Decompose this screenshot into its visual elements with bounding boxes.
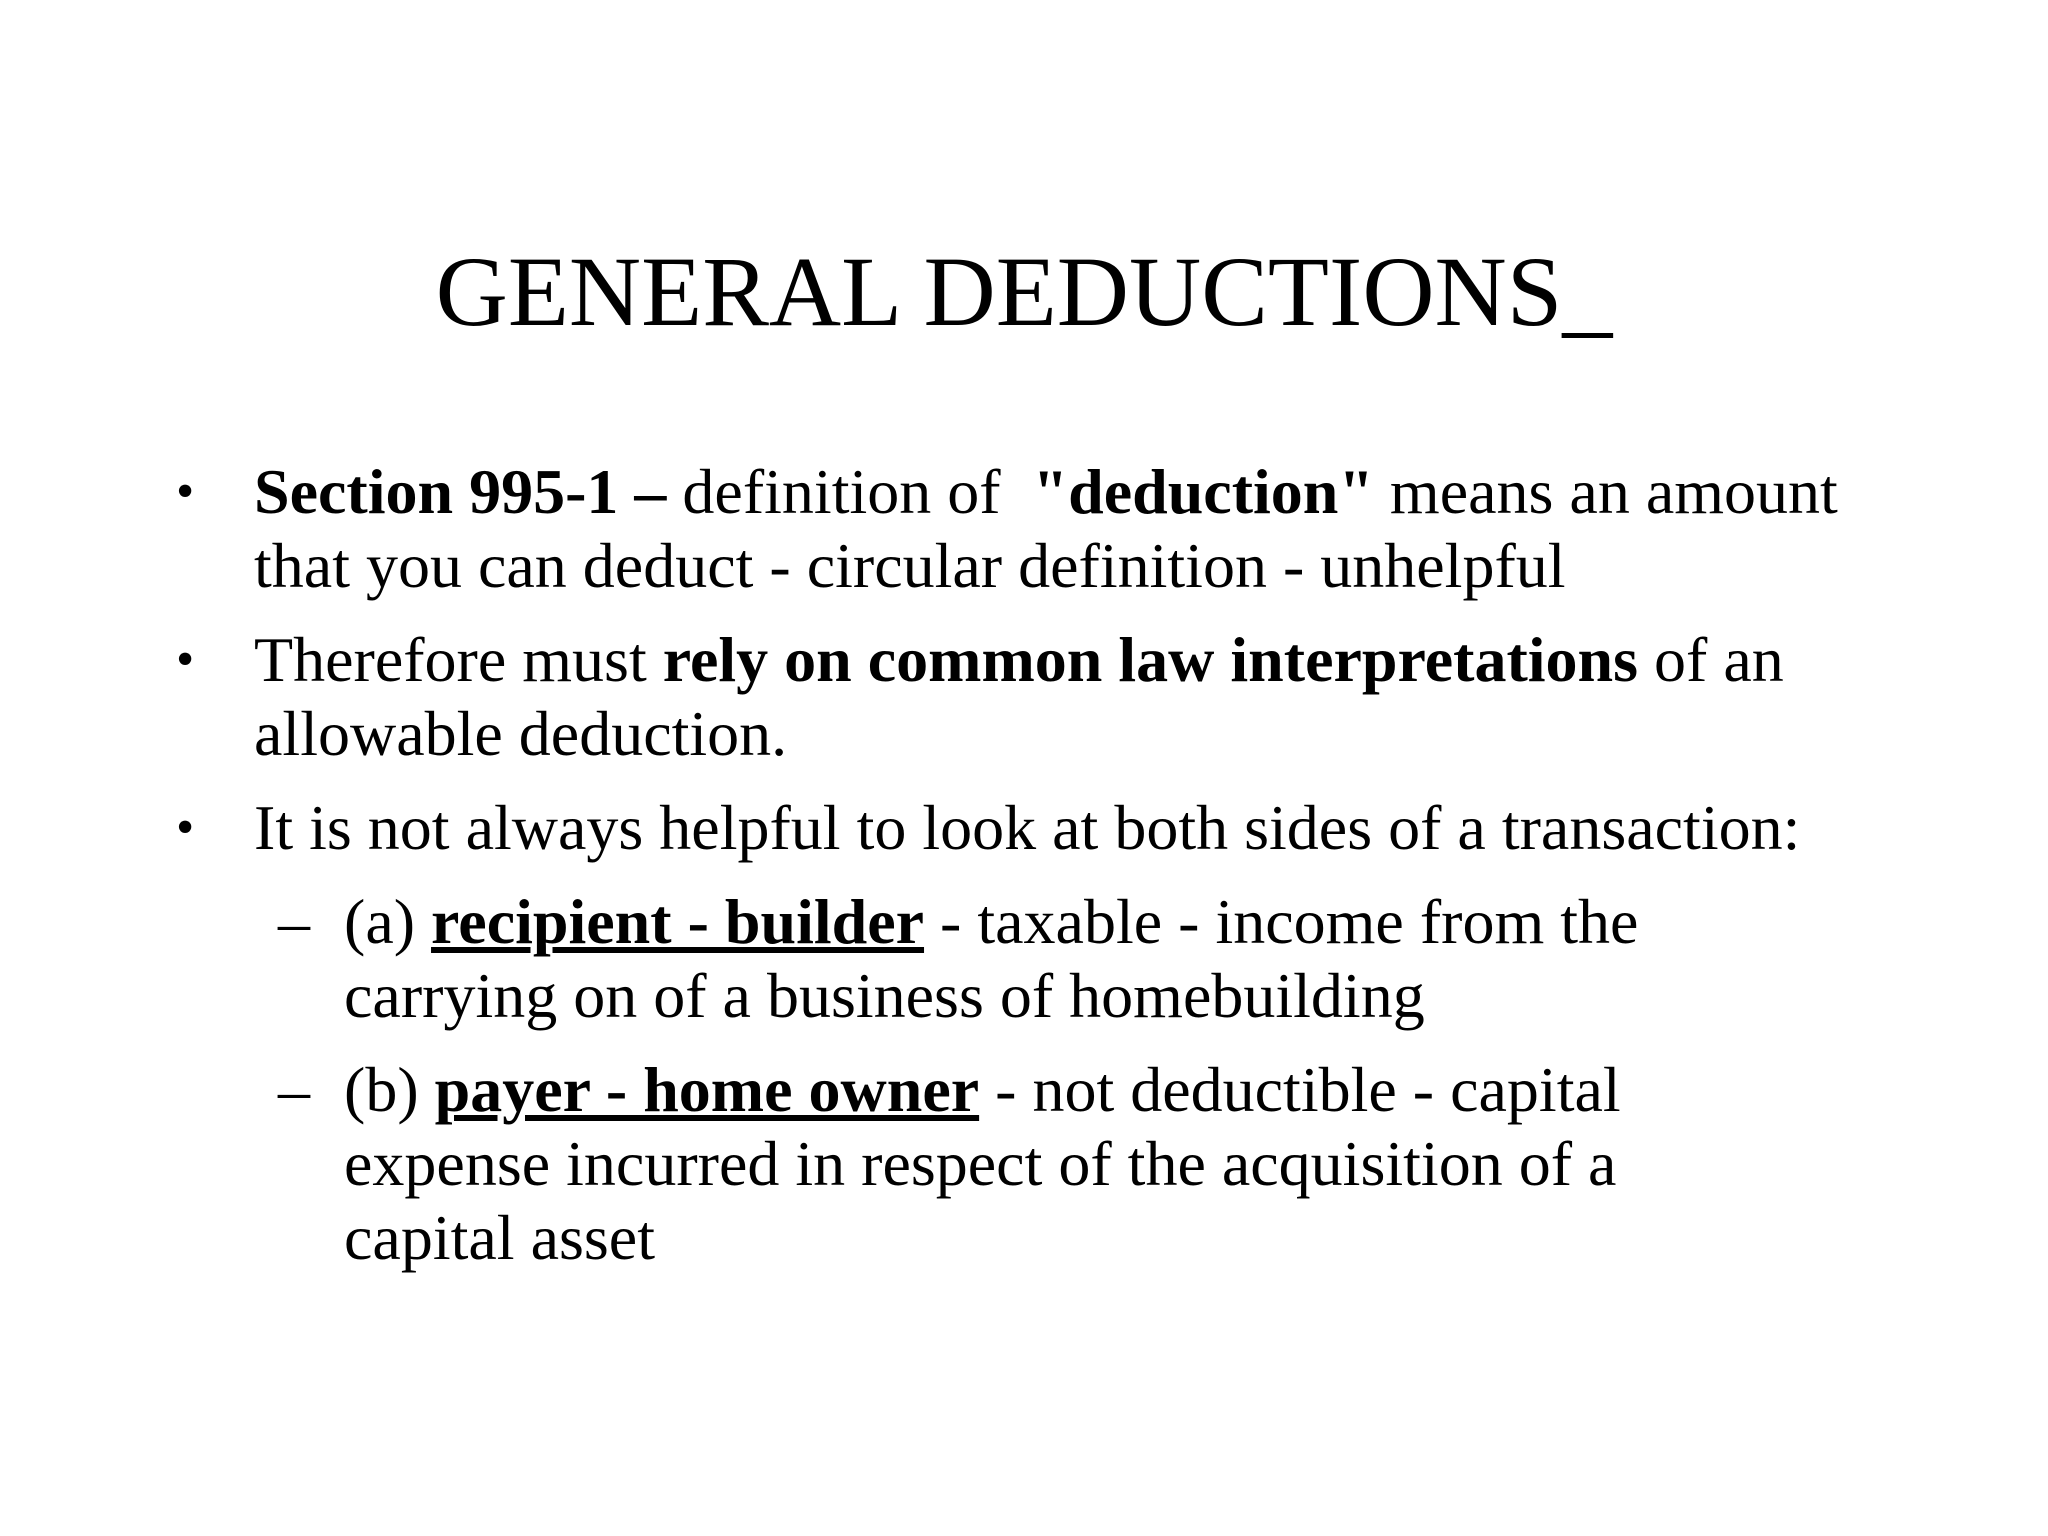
slide-title: GENERAL DEDUCTIONS_	[435, 236, 1613, 347]
dash-marker: –	[278, 1054, 310, 1125]
sub-bullet-text: - taxable - income from the carrying on of a business of homebuilding	[344, 886, 1639, 1031]
bullet-marker: •	[176, 463, 195, 520]
sub-bullet-payer	[0, 1053, 1784, 1275]
bullet-text: Therefore must	[254, 624, 663, 695]
bullet-text: means an amount that you can deduct - circular definition - unhelpful	[254, 456, 1838, 601]
bullet-both-sides	[0, 791, 1894, 865]
section-reference: Section 995-1 –	[254, 456, 667, 527]
bullet-text: of an allowable deduction.	[254, 624, 1784, 769]
common-law-emphasis: rely on common law interpretations	[662, 624, 1639, 695]
bullet-marker: •	[176, 799, 195, 856]
dash-marker: –	[278, 886, 310, 957]
sub-bullet-prefix: (b)	[344, 1054, 435, 1125]
recipient-builder-emphasis: recipient - builder	[431, 886, 925, 957]
bullet-text: definition of	[666, 456, 1033, 527]
deduction-term: "deduction"	[1032, 456, 1374, 527]
bullet-text: It is not always helpful to look at both sides of a transaction:	[254, 792, 1801, 863]
bullet-common-law	[0, 623, 1894, 771]
sub-bullet-prefix: (a)	[344, 886, 432, 957]
sub-bullet-recipient	[0, 885, 1784, 1033]
bullet-section-995-1	[0, 455, 1894, 603]
bullet-marker: •	[176, 631, 195, 688]
slide-body	[0, 455, 2048, 1295]
sub-bullet-text: - not deductible - capital expense incurred in respect of the acquisition of a capital asset	[344, 1054, 1621, 1273]
payer-home-owner-emphasis: payer - home owner	[434, 1054, 980, 1125]
